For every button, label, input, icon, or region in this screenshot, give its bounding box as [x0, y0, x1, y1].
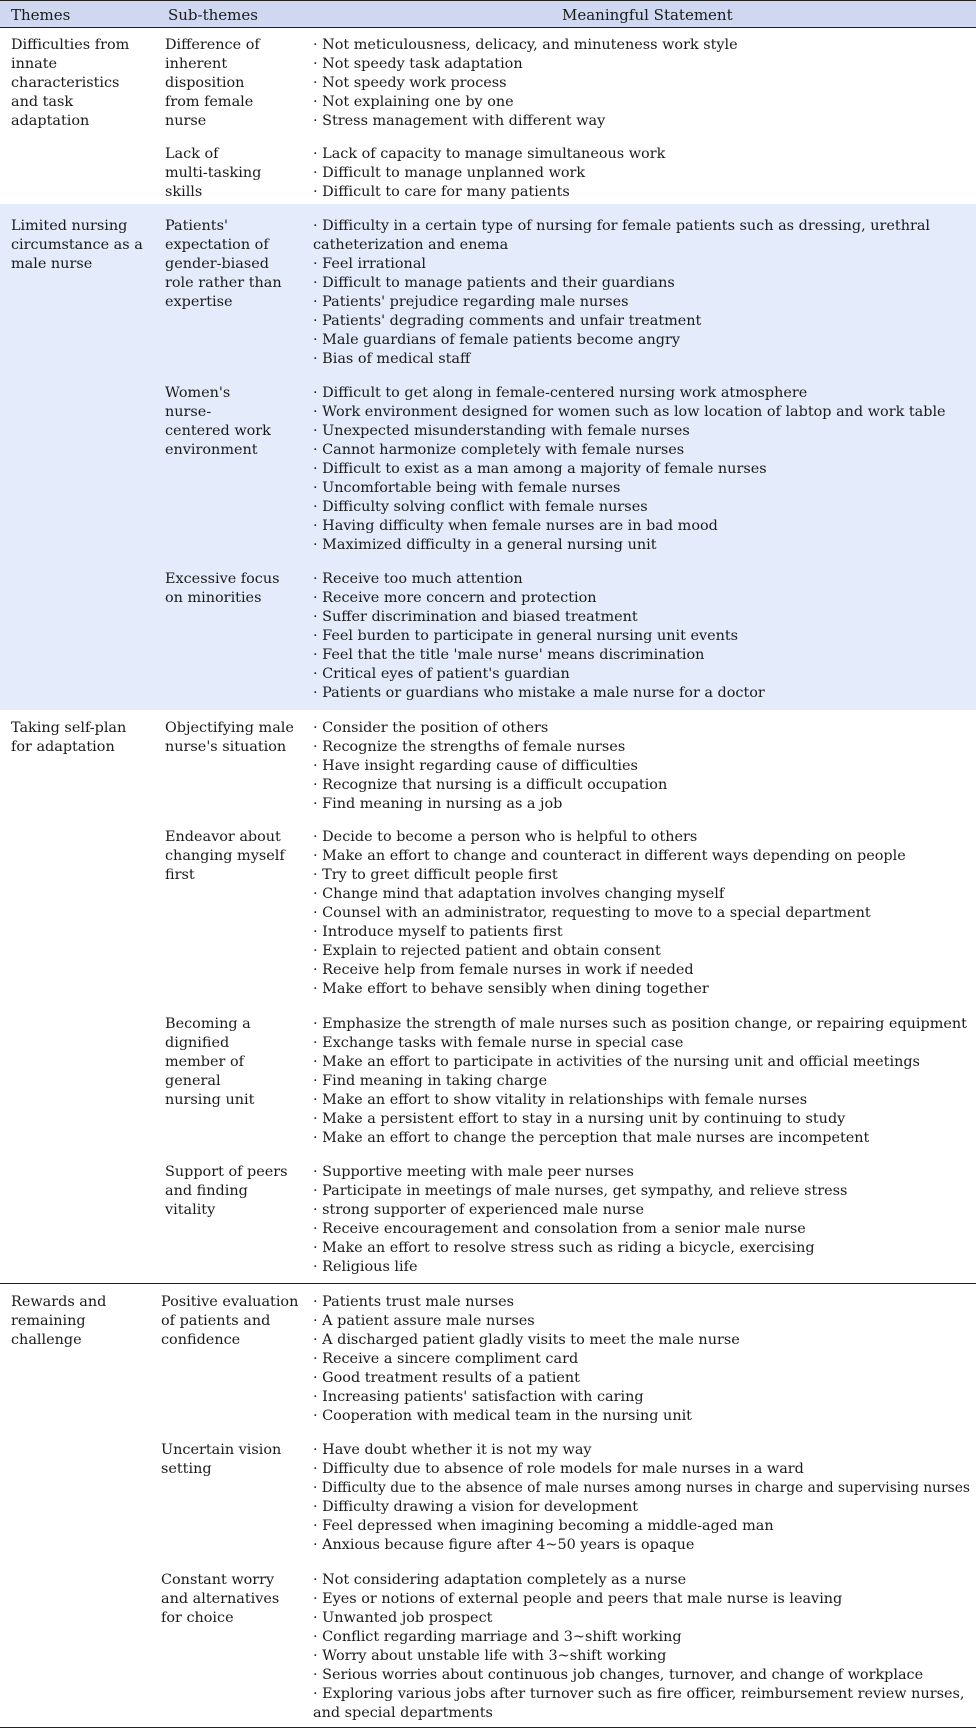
sub-theme-label: Endeavor about changing myself first	[165, 829, 285, 883]
statement: · Supportive meeting with male peer nurses	[313, 1164, 634, 1180]
statement: · Good treatment results of a patient	[313, 1370, 580, 1386]
statement: · Patients trust male nurses	[313, 1294, 514, 1310]
statement: · Difficult to care for many patients	[313, 184, 570, 200]
theme-row	[0, 28, 976, 204]
statement: · Exploring various jobs after turnover such as fire officer, reimbursement review nurses, and special departments	[313, 1686, 965, 1721]
statement: · Difficulty in a certain type of nursing for female patients such as dressing, urethral catheterization and enema	[313, 218, 931, 253]
theme-row	[0, 204, 976, 710]
statement: · Not speedy task adaptation	[313, 56, 523, 72]
statement: · Consider the position of others	[313, 720, 549, 736]
statement: · Uncomfortable being with female nurses	[313, 480, 621, 496]
statement: · Bias of medical staff	[313, 351, 471, 367]
statement: · Receive a sincere compliment card	[313, 1351, 579, 1367]
sub-theme-label: Becoming a dignified member of general nursing unit	[165, 1016, 255, 1108]
column-header-sub-themes: Sub-themes	[168, 6, 258, 24]
statement: · Recognize that nursing is a difficult occupation	[313, 777, 668, 793]
statement-list	[313, 384, 973, 555]
statement: · Suffer discrimination and biased treatment	[313, 609, 638, 625]
statement: · Critical eyes of patient's guardian	[313, 666, 570, 682]
statement: · Receive more concern and protection	[313, 590, 597, 606]
statement: · Have insight regarding cause of difficulties	[313, 758, 638, 774]
statement: · Unwanted job prospect	[313, 1610, 493, 1626]
statement-list	[313, 719, 973, 814]
statement: · Feel irrational	[313, 256, 426, 272]
statement: · Difficult to get along in female-centered nursing work atmosphere	[313, 385, 808, 401]
statement: · Difficulty solving conflict with female nurses	[313, 499, 648, 515]
statement: · Introduce myself to patients first	[313, 924, 563, 940]
statement: · Feel depressed when imagining becoming a middle-aged man	[313, 1518, 774, 1534]
statement: · Receive encouragement and consolation from a senior male nurse	[313, 1221, 806, 1237]
statement: · Eyes or notions of external people and peers that male nurse is leaving	[313, 1591, 843, 1607]
statement: · Stress management with different way	[313, 113, 606, 129]
statement-list	[313, 217, 973, 369]
statement-list	[313, 828, 973, 999]
statement-list	[313, 145, 973, 202]
statement-list	[313, 1163, 973, 1277]
statement: · Feel that the title 'male nurse' means discrimination	[313, 647, 705, 663]
statement: · Patients or guardians who mistake a male nurse for a doctor	[313, 685, 765, 701]
theme-label: Difficulties from innate characteristics and task adaptation	[11, 37, 130, 129]
theme-label: Limited nursing circumstance as a male nurse	[11, 218, 143, 272]
statement: · Cannot harmonize completely with female nurses	[313, 442, 685, 458]
column-header-themes: Themes	[11, 6, 71, 24]
statement: · Not meticulousness, delicacy, and minuteness work style	[313, 37, 738, 53]
statement: · Emphasize the strength of male nurses such as position change, or repairing equipment	[313, 1016, 967, 1032]
statement: · Not considering adaptation completely as a nurse	[313, 1572, 687, 1588]
statement: · A patient assure male nurses	[313, 1313, 535, 1329]
statement: · Make an effort to resolve stress such as riding a bicycle, exercising	[313, 1240, 815, 1256]
statement: · Decide to become a person who is helpful to others	[313, 829, 698, 845]
statement: · Religious life	[313, 1259, 418, 1275]
statement: · Try to greet difficult people first	[313, 867, 558, 883]
statement: · Difficulty due to absence of role models for male nurses in a ward	[313, 1461, 804, 1477]
statement: · Male guardians of female patients become angry	[313, 332, 681, 348]
statement: · Patients' prejudice regarding male nurses	[313, 294, 629, 310]
statement: · Exchange tasks with female nurse in special case	[313, 1035, 684, 1051]
sub-theme-label: Women's nurse-centered work environment	[165, 385, 271, 458]
statement: · Difficulty due to the absence of male nurses among nurses in charge and supervising nurses	[313, 1480, 970, 1496]
statement: · Serious worries about continuous job changes, turnover, and change of workplace	[313, 1667, 924, 1683]
sub-theme-label: Uncertain vision setting	[161, 1442, 282, 1477]
statement-list	[313, 1293, 973, 1426]
statement-list	[313, 570, 973, 703]
sub-theme-label: Excessive focus on minorities	[165, 571, 280, 606]
theme-label: Rewards and remaining challenge	[11, 1294, 107, 1348]
statement: · Recognize the strengths of female nurses	[313, 739, 626, 755]
statement: · Have doubt whether it is not my way	[313, 1442, 592, 1458]
statement: · Difficulty drawing a vision for development	[313, 1499, 639, 1515]
statement: · Maximized difficulty in a general nursing unit	[313, 537, 657, 553]
sub-theme-label: Lack of multi-tasking skills	[165, 146, 262, 200]
statement: · Lack of capacity to manage simultaneous work	[313, 146, 666, 162]
statement: · Make an effort to change the perception that male nurses are incompetent	[313, 1130, 870, 1146]
statement: · A discharged patient gladly visits to meet the male nurse	[313, 1332, 740, 1348]
statement: · Make effort to behave sensibly when dining together	[313, 981, 709, 997]
statement: · Find meaning in taking charge	[313, 1073, 548, 1089]
statement: · Make a persistent effort to stay in a nursing unit by continuing to study	[313, 1111, 846, 1127]
sub-theme-label: Support of peers and finding vitality	[165, 1164, 288, 1218]
statement: · Find meaning in nursing as a job	[313, 796, 563, 812]
statement: · Work environment designed for women such as low location of labtop and work table	[313, 404, 946, 420]
statement: · Cooperation with medical team in the nursing unit	[313, 1408, 692, 1424]
theme-row	[0, 1283, 976, 1728]
sub-theme-label: Constant worry and alternatives for choice	[161, 1572, 280, 1626]
statement: · Patients' degrading comments and unfair treatment	[313, 313, 702, 329]
sub-theme-label: Difference of inherent disposition from female nurse	[165, 37, 260, 129]
statement: · Anxious because figure after 4~50 years is opaque	[313, 1537, 695, 1553]
statement: · Conflict regarding marriage and 3~shift working	[313, 1629, 682, 1645]
statement: · Worry about unstable life with 3~shift working	[313, 1648, 667, 1664]
table-header	[0, 0, 976, 28]
theme-row	[0, 710, 976, 1283]
statement: · Receive too much attention	[313, 571, 523, 587]
statement-list	[313, 1441, 973, 1555]
statement: · Unexpected misunderstanding with female nurses	[313, 423, 690, 439]
statement: · Counsel with an administrator, requesting to move to a special department	[313, 905, 871, 921]
statement: · Difficult to manage unplanned work	[313, 165, 586, 181]
statement: · strong supporter of experienced male nurse	[313, 1202, 645, 1218]
statement: · Feel burden to participate in general nursing unit events	[313, 628, 739, 644]
statement: · Explain to rejected patient and obtain consent	[313, 943, 661, 959]
statement-list	[313, 1015, 973, 1148]
statement: · Increasing patients' satisfaction with caring	[313, 1389, 644, 1405]
statement: · Difficult to exist as a man among a majority of female nurses	[313, 461, 767, 477]
statement: · Make an effort to show vitality in relationships with female nurses	[313, 1092, 808, 1108]
sub-theme-label: Patients' expectation of gender-biased role rather than expertise	[165, 218, 282, 310]
theme-label: Taking self-plan for adaptation	[11, 720, 127, 755]
statement-list	[313, 1571, 973, 1723]
sub-theme-label: Objectifying male nurse's situation	[165, 720, 294, 755]
sub-theme-label: Positive evaluation of patients and confidence	[161, 1294, 299, 1348]
statement: · Receive help from female nurses in work if needed	[313, 962, 694, 978]
statement: · Not explaining one by one	[313, 94, 514, 110]
statement: · Make an effort to change and counteract in different ways depending on people	[313, 848, 906, 864]
statement: · Having difficulty when female nurses are in bad mood	[313, 518, 718, 534]
statement: · Change mind that adaptation involves changing myself	[313, 886, 725, 902]
statement: · Not speedy work process	[313, 75, 507, 91]
statement: · Make an effort to participate in activities of the nursing unit and official meetings	[313, 1054, 920, 1070]
statement: · Participate in meetings of male nurses, get sympathy, and relieve stress	[313, 1183, 848, 1199]
column-header-statements: Meaningful Statement	[562, 6, 733, 24]
statement-list	[313, 36, 973, 131]
statement: · Difficult to manage patients and their guardians	[313, 275, 675, 291]
